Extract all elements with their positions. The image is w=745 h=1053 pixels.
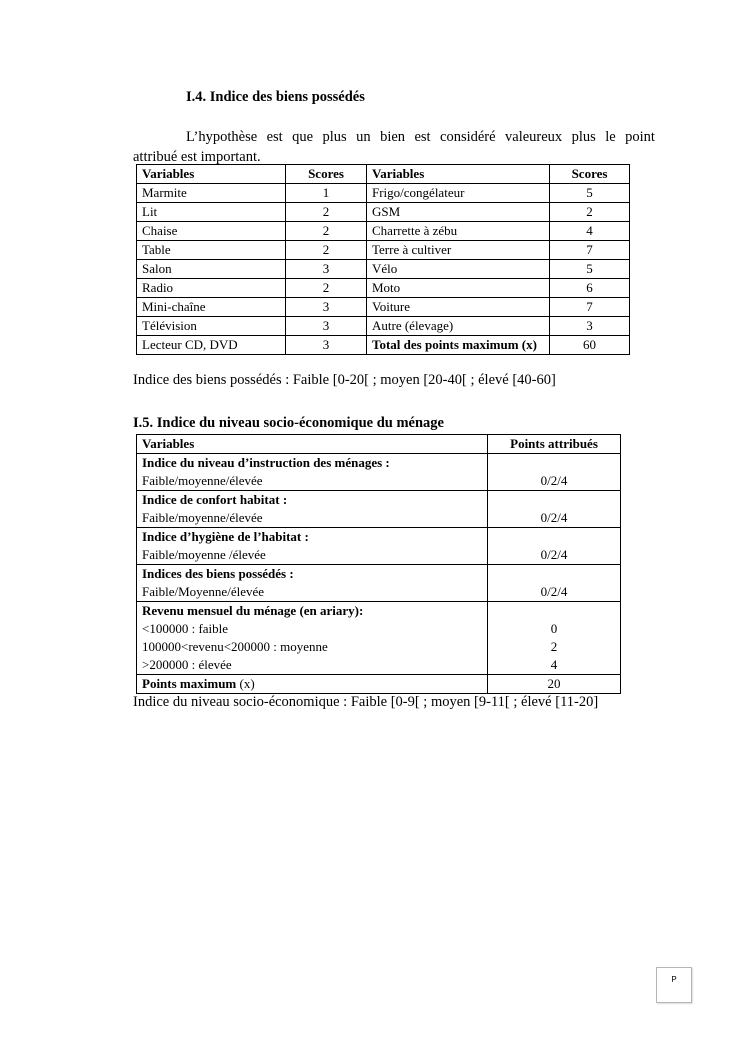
revenu-points: 0	[550, 621, 558, 636]
table-cell: Radio	[137, 279, 286, 298]
table-cell: Mini-chaîne	[137, 298, 286, 317]
table-row	[137, 317, 630, 336]
points-cell: 0/2/4	[488, 491, 621, 528]
word: valeureux	[505, 129, 563, 145]
table-cell: 5	[550, 260, 630, 279]
table-cell: Salon	[137, 260, 286, 279]
variable-levels: Faible/moyenne/élevée	[142, 473, 263, 488]
variable-title: Indice de confort habitat :	[142, 492, 288, 507]
table-row	[137, 241, 630, 260]
variable-title: Indices des biens possédés :	[142, 566, 294, 581]
word: est	[266, 129, 283, 145]
table-header-row	[137, 435, 621, 454]
word: considéré	[440, 129, 496, 145]
table-cell: 3	[286, 260, 367, 279]
table-row-revenu	[137, 602, 621, 675]
table-cell: Table	[137, 241, 286, 260]
table-cell: 5	[550, 184, 630, 203]
word: que	[292, 129, 314, 145]
table-header-row	[137, 165, 630, 184]
table-cell: 6	[550, 279, 630, 298]
hypothesis-paragraph	[133, 127, 655, 167]
table-row	[137, 184, 630, 203]
revenu-level: >200000 : élevée	[142, 657, 232, 672]
table-row	[137, 279, 630, 298]
table-row	[137, 528, 621, 565]
table-row	[137, 454, 621, 491]
table-cell: 2	[286, 222, 367, 241]
table-cell: Autre (élevage)	[367, 317, 550, 336]
word: L’hypothèse	[186, 129, 258, 145]
paragraph-line-2: attribué est important.	[133, 149, 261, 165]
table-cell: Terre à cultiver	[367, 241, 550, 260]
table-cell: GSM	[367, 203, 550, 222]
section-heading-socio: I.5. Indice du niveau socio-économique du ménage	[133, 415, 444, 431]
table-cell: Frigo/congélateur	[367, 184, 550, 203]
word: le	[605, 129, 616, 145]
table-cell: Chaise	[137, 222, 286, 241]
word: bien	[380, 129, 406, 145]
points-cell: 0/2/4	[488, 565, 621, 602]
table-row	[137, 336, 630, 355]
page-number-box: P	[656, 967, 692, 1003]
total-label: Points maximum	[142, 676, 237, 691]
table-cell: Lecteur CD, DVD	[137, 336, 286, 355]
word: un	[356, 129, 371, 145]
variable-levels: Faible/moyenne/élevée	[142, 510, 263, 525]
table-cell: 3	[286, 317, 367, 336]
header-variables-1: Variables	[137, 165, 286, 184]
variable-title: Revenu mensuel du ménage (en ariary):	[142, 603, 364, 618]
header-scores-2: Scores	[550, 165, 630, 184]
header-scores-1: Scores	[286, 165, 367, 184]
points-cell: 0/2/4	[488, 528, 621, 565]
table-cell: Vélo	[367, 260, 550, 279]
word: plus	[322, 129, 347, 145]
table-row	[137, 298, 630, 317]
header-points: Points attribués	[488, 435, 621, 454]
revenu-level: 100000<revenu<200000 : moyenne	[142, 639, 328, 654]
total-value: 20	[488, 675, 621, 694]
section-heading-biens: I.4. Indice des biens possédés	[186, 89, 365, 105]
variable-cell	[137, 602, 488, 675]
table-row	[137, 565, 621, 602]
table-cell: 1	[286, 184, 367, 203]
variable-levels: Faible/moyenne /élevée	[142, 547, 266, 562]
socio-index-note: Indice du niveau socio-économique : Faible [0-9[ ; moyen [9-11[ ; élevé [11-20]	[133, 694, 599, 710]
table-cell: 2	[286, 203, 367, 222]
biens-scores-table	[136, 164, 630, 355]
points-cell: 0/2/4	[488, 454, 621, 491]
word: est	[414, 129, 431, 145]
variable-title: Indice du niveau d’instruction des ménages :	[142, 455, 390, 470]
variable-title: Indice d’hygiène de l’habitat :	[142, 529, 309, 544]
total-label-suffix: (x)	[236, 676, 255, 691]
table-cell: Lit	[137, 203, 286, 222]
table-cell: Total des points maximum (x)	[367, 336, 550, 355]
table-cell: 7	[550, 241, 630, 260]
word: point	[625, 129, 655, 145]
table-row	[137, 222, 630, 241]
word: plus	[571, 129, 596, 145]
variable-cell	[137, 528, 488, 565]
table-cell: 3	[550, 317, 630, 336]
table-cell: 2	[286, 241, 367, 260]
variable-cell	[137, 565, 488, 602]
table-row	[137, 260, 630, 279]
header-variables: Variables	[137, 435, 488, 454]
biens-index-note: Indice des biens possédés : Faible [0-20[ ; moyen [20-40[ ; élevé [40-60]	[133, 372, 556, 388]
revenu-points: 2	[550, 639, 558, 654]
variable-cell	[137, 454, 488, 491]
table-cell: 2	[550, 203, 630, 222]
header-variables-2: Variables	[367, 165, 550, 184]
variable-levels: Faible/Moyenne/élevée	[142, 584, 265, 599]
socio-economique-table	[136, 434, 621, 694]
table-cell: 3	[286, 336, 367, 355]
table-row-total	[137, 675, 621, 694]
table-cell: 60	[550, 336, 630, 355]
table-cell: Télévision	[137, 317, 286, 336]
table-cell: 3	[286, 298, 367, 317]
revenu-level: <100000 : faible	[142, 621, 229, 636]
table-cell: Charrette à zébu	[367, 222, 550, 241]
paragraph-line-1	[133, 127, 655, 147]
revenu-points: 4	[550, 657, 558, 672]
table-cell: Moto	[367, 279, 550, 298]
total-label-cell	[137, 675, 488, 694]
table-cell: 7	[550, 298, 630, 317]
variable-cell	[137, 491, 488, 528]
table-cell: 4	[550, 222, 630, 241]
table-cell: Voiture	[367, 298, 550, 317]
table-row	[137, 491, 621, 528]
table-cell: 2	[286, 279, 367, 298]
points-cell	[488, 602, 621, 675]
table-row	[137, 203, 630, 222]
table-cell: Marmite	[137, 184, 286, 203]
